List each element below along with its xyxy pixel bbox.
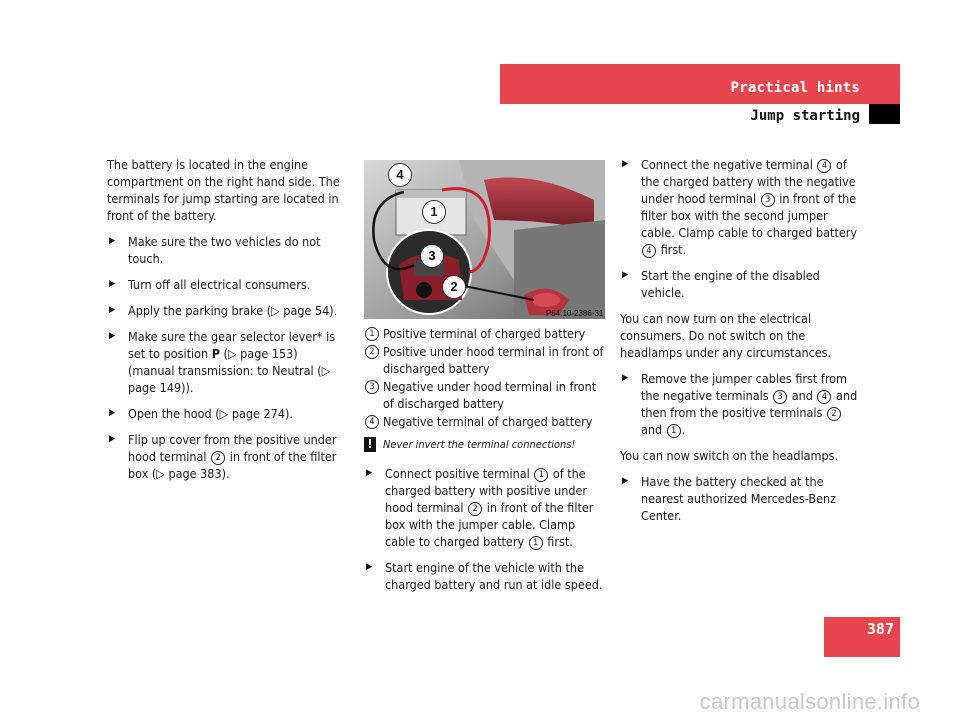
step-item: ▶ Make sure the gear selector lever* is set to position P (▷ page 153) (manual transmission: to Neutral (▷ page 149)). <box>109 329 336 395</box>
terminal-2-icon: 2 <box>365 345 379 359</box>
header-marker <box>869 104 900 124</box>
figure-code: P54.10-2386-31 <box>546 309 604 318</box>
bullet-icon: ▶ <box>109 236 116 246</box>
bullet-icon: ▶ <box>366 468 373 478</box>
info-paragraph: You can now switch on the headlamps. <box>620 448 839 463</box>
column-right <box>620 156 865 533</box>
terminal-3-icon: 3 <box>365 380 379 394</box>
callout-3: 3 <box>420 244 444 268</box>
watermark: carmanualsonline.info <box>699 689 920 714</box>
legend-item: 3 Negative under hood terminal in front of discharged battery <box>364 378 606 412</box>
bullet-icon: ▶ <box>366 562 373 572</box>
callout-2: 2 <box>442 275 466 299</box>
step-item: ▶ Turn off all electrical consumers. <box>109 277 311 292</box>
terminal-1-icon: 1 <box>365 327 379 341</box>
bullet-icon: ▶ <box>109 305 116 315</box>
engine-compartment-figure <box>364 160 605 319</box>
bullet-icon: ▶ <box>109 434 116 444</box>
warning-note: ! Never invert the terminal connections! <box>364 436 606 453</box>
bullet-icon: ▶ <box>622 476 629 486</box>
legend-item: 1 Positive terminal of charged battery <box>364 325 606 342</box>
bullet-icon: ▶ <box>109 279 116 289</box>
terminal-2-icon: 2 <box>211 451 225 465</box>
terminal-1-icon: 1 <box>529 536 543 550</box>
column-middle <box>364 325 606 602</box>
subsection-title: Jump starting <box>750 108 860 124</box>
callout-4: 4 <box>388 163 412 187</box>
legend-item: 4 Negative terminal of charged battery <box>364 413 606 430</box>
terminal-4-icon: 4 <box>642 244 656 258</box>
bullet-icon: ▶ <box>109 408 116 418</box>
bullet-icon: ▶ <box>622 270 629 280</box>
step-item: ▶ Remove the jumper cables first from the negative terminals 3 and 4 and then from the positive terminals 2 and 1 . <box>622 371 858 437</box>
terminal-4-icon: 4 <box>817 159 831 173</box>
terminal-2-icon: 2 <box>827 407 841 421</box>
terminal-1-icon: 1 <box>667 424 681 438</box>
page-number: 387 <box>866 620 894 638</box>
column-left <box>107 156 347 491</box>
step-item: ▶ Start engine of the vehicle with the charged battery and run at idle speed. <box>366 560 603 592</box>
terminal-2-icon: 2 <box>468 502 482 516</box>
bullet-icon: ▶ <box>622 159 629 169</box>
step-item: ▶ Start the engine of the disabled vehicle. <box>622 268 820 300</box>
terminal-3-icon: 3 <box>773 390 787 404</box>
step-item: ▶ Apply the parking brake (▷ page 54). <box>109 303 338 318</box>
intro-paragraph: The battery is located in the engine compartment on the right hand side. The terminals for jump starting are located in front of the battery. <box>107 157 340 223</box>
step-item: ▶ Connect the negative terminal 4 of the charged battery with the negative under hood terminal 3 in front of the filter box with the second jumper cable. Clamp cable to charged battery 4 first. <box>622 157 858 257</box>
step-item: ▶ Make sure the two vehicles do not touch. <box>109 234 321 266</box>
step-item: ▶ Flip up cover from the positive under hood terminal 2 in front of the filter box (▷ page 383). <box>109 432 337 481</box>
callout-1: 1 <box>422 200 446 224</box>
section-title: Practical hints <box>730 80 860 96</box>
warning-icon: ! <box>364 437 376 452</box>
step-item: ▶ Open the hood (▷ page 274). <box>109 406 293 421</box>
terminal-4-icon: 4 <box>817 390 831 404</box>
info-paragraph: You can now turn on the electrical consumers. Do not switch on the headlamps under any circumstances. <box>620 311 832 360</box>
bullet-icon: ▶ <box>109 331 116 341</box>
terminal-1-icon: 1 <box>534 468 548 482</box>
step-item: ▶ Have the battery checked at the nearest authorized Mercedes-Benz Center. <box>622 474 837 523</box>
bullet-icon: ▶ <box>622 373 629 383</box>
step-item: ▶ Connect positive terminal 1 of the charged battery with positive under hood terminal 2 in front of the filter box with the jumper cable. Clamp cable to charged battery 1 first. <box>366 466 594 549</box>
terminal-4-icon: 4 <box>365 415 379 429</box>
legend-item: 2 Positive under hood terminal in front of discharged battery <box>364 343 606 377</box>
terminal-3-icon: 3 <box>761 193 775 207</box>
